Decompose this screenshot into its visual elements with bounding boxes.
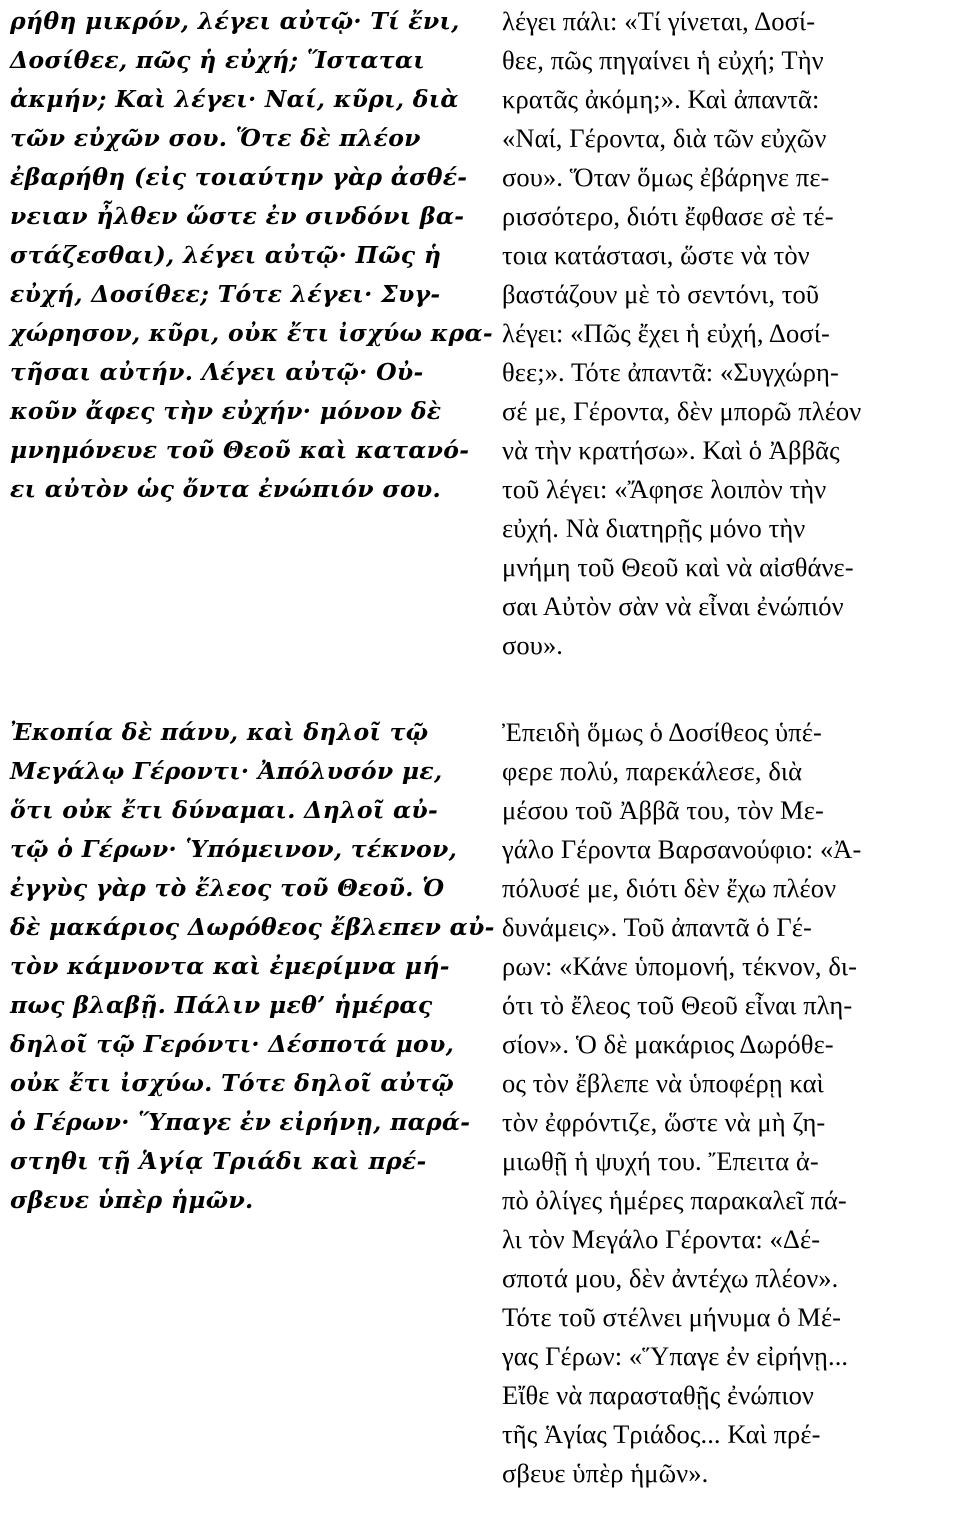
- text-line: ος τὸν ἔβλεπε νὰ ὑποφέρῃ καὶ: [502, 1068, 824, 1098]
- text-line: πόλυσέ με, διότι δὲν ἔχω πλέον: [502, 873, 837, 903]
- text-line: σίον». Ὁ δὲ μακάριος Δωρόθε-: [502, 1029, 834, 1059]
- modern-text-paragraph-2: [502, 713, 952, 1493]
- text-line: Δοσίθεε, πῶς ἡ εὐχή; Ἵσταται: [10, 46, 425, 74]
- text-line: λι τὸν Μεγάλο Γέροντα: «Δέ-: [502, 1224, 821, 1254]
- text-line: λέγει: «Πῶς ἔχει ἡ εὐχή, Δοσί-: [502, 318, 830, 348]
- text-line: μέσου τοῦ Ἀββᾶ του, τὸν Με-: [502, 795, 824, 825]
- text-line: θεε;». Τότε ἀπαντᾶ: «Συγχώρη-: [502, 357, 839, 387]
- text-line: σέ με, Γέροντα, δὲν μπορῶ πλέον: [502, 396, 862, 426]
- text-line: ρισσότερο, διότι ἔφθασε σὲ τέ-: [502, 201, 834, 231]
- text-line: κοῦν ἄφες τὴν εὐχήν· μόνον δὲ: [10, 397, 442, 425]
- text-line: σου». Ὅταν ὅμως ἐβάρηνε πε-: [502, 162, 830, 192]
- text-line: τῷ ὁ Γέρων· Ὑπόμεινον, τέκνον,: [10, 835, 458, 863]
- text-line: τοῦ λέγει: «Ἄφησε λοιπὸν τὴν: [502, 474, 827, 504]
- text-line: πὸ ὀλίγες ἡμέρες παρακαλεῖ πά-: [502, 1185, 847, 1215]
- text-line: σβευε ὑπὲρ ἡμῶν.: [10, 1186, 254, 1214]
- text-line: εὐχή, Δοσίθεε; Τότε λέγει· Συγ-: [10, 280, 441, 308]
- text-line: στάζεσθαι), λέγει αὐτῷ· Πῶς ἡ: [10, 241, 442, 269]
- text-line: μιωθῇ ἡ ψυχή του. Ἔπειτα ἀ-: [502, 1146, 819, 1176]
- modern-text-paragraph-1: [502, 2, 952, 665]
- text-line: ρήθη μικρόν, λέγει αὐτῷ· Τί ἔνι,: [10, 7, 460, 35]
- text-line: ὅτι οὐκ ἔτι δύναμαι. Δηλοῖ αὐ-: [10, 796, 439, 824]
- text-line: Μεγάλῳ Γέροντι· Ἀπόλυσόν με,: [10, 757, 443, 785]
- text-line: ὁ Γέρων· Ὕπαγε ἐν εἰρήνῃ, παρά-: [10, 1108, 471, 1136]
- text-line: σου».: [502, 630, 564, 660]
- ancient-text-paragraph-1: [10, 2, 493, 509]
- text-line: τῆς Ἁγίας Τριάδος... Καὶ πρέ-: [502, 1419, 821, 1449]
- text-line: λέγει πάλι: «Τί γίνεται, Δοσί-: [502, 6, 816, 36]
- text-line: φερε πολύ, παρεκάλεσε, διὰ: [502, 756, 803, 786]
- text-line: τὸν ἐφρόντιζε, ὥστε νὰ μὴ ζη-: [502, 1107, 826, 1137]
- text-line: τῆσαι αὐτήν. Λέγει αὐτῷ· Οὐ-: [10, 358, 424, 386]
- text-line: ει αὐτὸν ὡς ὄντα ἐνώπιόν σου.: [10, 475, 442, 503]
- text-line: δὲ μακάριος Δωρόθεος ἔβλεπεν αὐ-: [10, 913, 495, 941]
- text-line: τὸν κάμνοντα καὶ ἐμερίμνα μή-: [10, 952, 450, 980]
- text-line: στηθι τῇ Ἁγίᾳ Τριάδι καὶ πρέ-: [10, 1147, 427, 1175]
- text-line: νὰ τὴν κρατήσω». Καὶ ὁ Ἀββᾶς: [502, 435, 840, 465]
- text-line: μνημόνευε τοῦ Θεοῦ καὶ κατανό-: [10, 436, 470, 464]
- text-line: μνήμη τοῦ Θεοῦ καὶ νὰ αἰσθάνε-: [502, 552, 854, 582]
- text-line: δυνάμεις». Τοῦ ἀπαντᾶ ὁ Γέ-: [502, 912, 812, 942]
- text-line: νειαν ἦλθεν ὥστε ἐν σινδόνι βα-: [10, 202, 465, 230]
- text-line: Εἴθε νὰ παρασταθῇς ἐνώπιον: [502, 1380, 815, 1410]
- text-line: οὐκ ἔτι ἰσχύω. Τότε δηλοῖ αὐτῷ: [10, 1069, 455, 1097]
- text-line: δηλοῖ τῷ Γερόντι· Δέσποτά μου,: [10, 1030, 455, 1058]
- text-line: ἐβαρήθη (εἰς τοιαύτην γὰρ ἀσθέ-: [10, 163, 468, 191]
- text-line: τῶν εὐχῶν σου. Ὅτε δὲ πλέον: [10, 124, 421, 152]
- text-line: χώρησον, κῦρι, οὐκ ἔτι ἰσχύω κρα-: [10, 319, 493, 347]
- text-line: ἀκμήν; Καὶ λέγει· Ναί, κῦρι, διὰ: [10, 85, 459, 113]
- text-line: ρων: «Κάνε ὑπομονή, τέκνον, δι-: [502, 951, 858, 981]
- text-line: ότι τὸ ἔλεος τοῦ Θεοῦ εἶναι πλη-: [502, 990, 853, 1020]
- text-line: σαι Αὐτὸν σὰν νὰ εἶναι ἐνώπιόν: [502, 591, 844, 621]
- text-line: ἐγγὺς γὰρ τὸ ἔλεος τοῦ Θεοῦ. Ὁ: [10, 874, 445, 902]
- text-line: εὐχή. Νὰ διατηρῇς μόνο τὴν: [502, 513, 806, 543]
- ancient-text-paragraph-2: [10, 713, 495, 1220]
- text-line: γας Γέρων: «Ὕπαγε ἐν εἰρήνῃ...: [502, 1341, 849, 1371]
- text-line: Τότε τοῦ στέλνει μήνυμα ὁ Μέ-: [502, 1302, 842, 1332]
- text-line: πως βλαβῇ. Πάλιν μεθ’ ἡμέρας: [10, 991, 433, 1019]
- text-line: σβευε ὑπὲρ ἡμῶν».: [502, 1458, 709, 1488]
- text-line: θεε, πῶς πηγαίνει ἡ εὐχή; Τὴν: [502, 45, 824, 75]
- text-line: τοια κατάστασι, ὥστε νὰ τὸν: [502, 240, 810, 270]
- text-line: βαστάζουν μὲ τὸ σεντόνι, τοῦ: [502, 279, 820, 309]
- text-line: Ἐπειδὴ ὅμως ὁ Δοσίθεος ὑπέ-: [502, 717, 822, 747]
- text-line: σποτά μου, δὲν ἀντέχω πλέον».: [502, 1263, 839, 1293]
- text-line: Ἐκοπία δὲ πάνυ, καὶ δηλοῖ τῷ: [10, 718, 429, 746]
- text-line: κρατᾶς ἀκόμη;». Καὶ ἀπαντᾶ:: [502, 84, 820, 114]
- text-line: «Ναί, Γέροντα, διὰ τῶν εὐχῶν: [502, 123, 827, 153]
- text-line: γάλο Γέροντα Βαρσανούφιο: «Ἀ-: [502, 834, 862, 864]
